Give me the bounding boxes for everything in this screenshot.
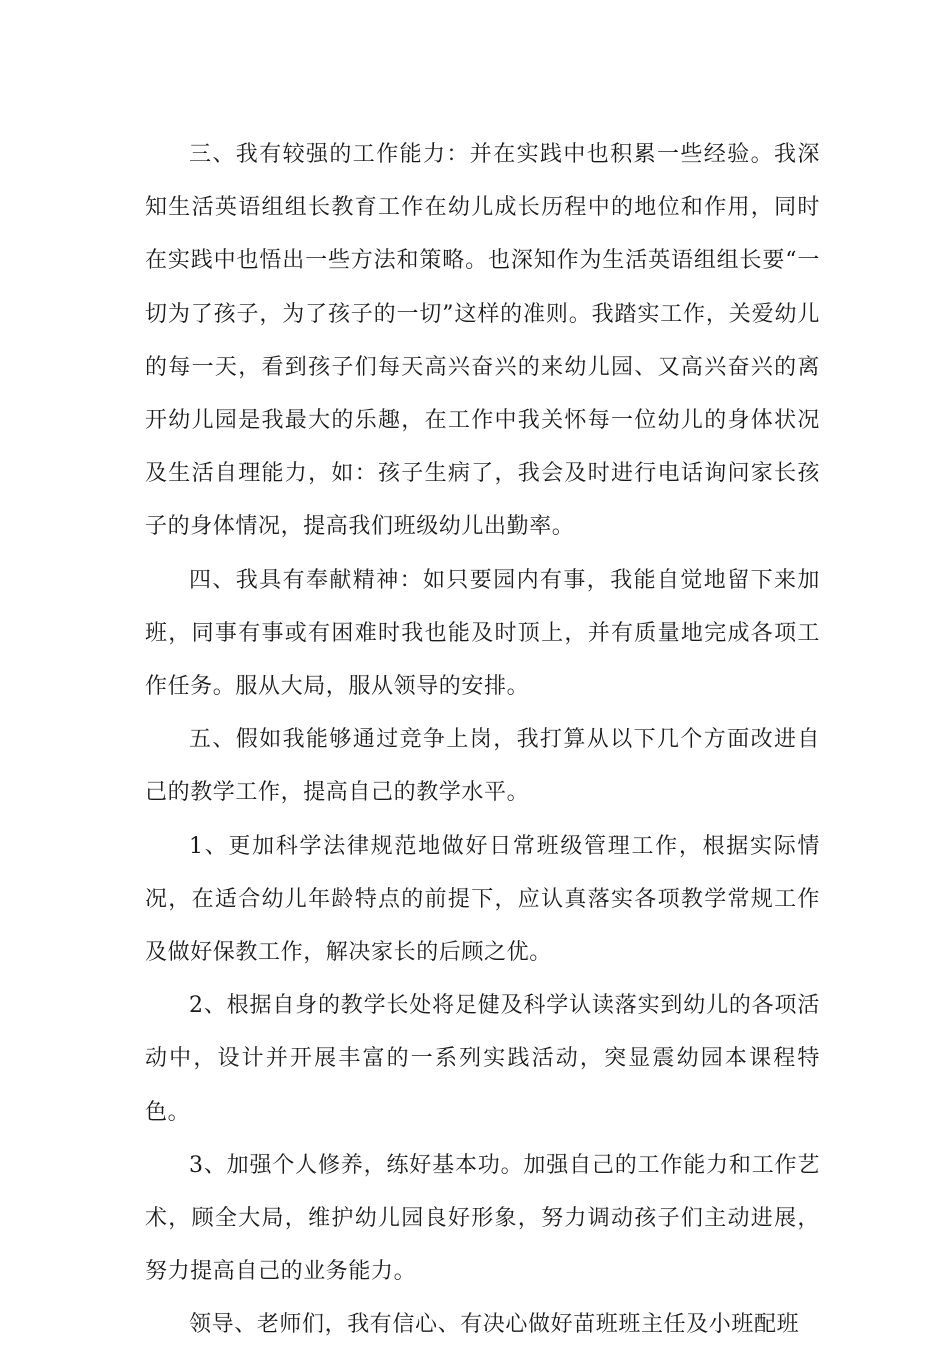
document-body [145,128,820,1352]
paragraph-item-1: 1、更加科学法律规范地做好日常班级管理工作，根据实际情况，在适合幼儿年龄特点的前提下，应认真落实各项教学常规工作及做好保教工作，解决家长的后顾之优。 [145,833,820,966]
paragraph-item-3: 3、加强个人修养，练好基本功。加强自己的工作能力和工作艺术，顾全大局，维护幼儿园良好形象，努力调动孩子们主动进展，努力提高自己的业务能力。 [145,1152,820,1285]
paragraph-dedication: 四、我具有奉献精神：如只要园内有事，我能自觉地留下来加班，同事有事或有困难时我也能及时顶上，并有质量地完成各项工作任务。服从大局，服从领导的安排。 [145,567,820,700]
paragraph-item-2: 2、根据自身的教学长处将足健及科学认读落实到幼儿的各项活动中，设计并开展丰富的一系列实践活动，突显震幼园本课程特色。 [145,993,820,1125]
paragraph-improvement-plan: 五、假如我能够通过竞争上岗，我打算从以下几个方面改进自己的教学工作，提高自己的教学水平。 [145,727,820,806]
paragraph-closing: 领导、老师们，我有信心、有决心做好苗班班主任及小班配班 [189,1312,800,1338]
paragraph-work-ability: 三、我有较强的工作能力：并在实践中也积累一些经验。我深知生活英语组组长教育工作在幼儿成长历程中的地位和作用，同时在实践中也悟出一些方法和策略。也深知作为生活英语组组长要“一切为了孩子，为了孩子的一切”这样的准则。我踏实工作，关爱幼儿的每一天，看到孩子们每天高兴奋兴的来幼儿园、又高兴奋兴的离开幼儿园是我最大的乐趣，在工作中我关怀每一位幼儿的身体状况及生活自理能力，如：孩子生病了，我会及时进行电话询问家长孩子的身体情况，提高我们班级幼儿出勤率。 [145,142,820,540]
